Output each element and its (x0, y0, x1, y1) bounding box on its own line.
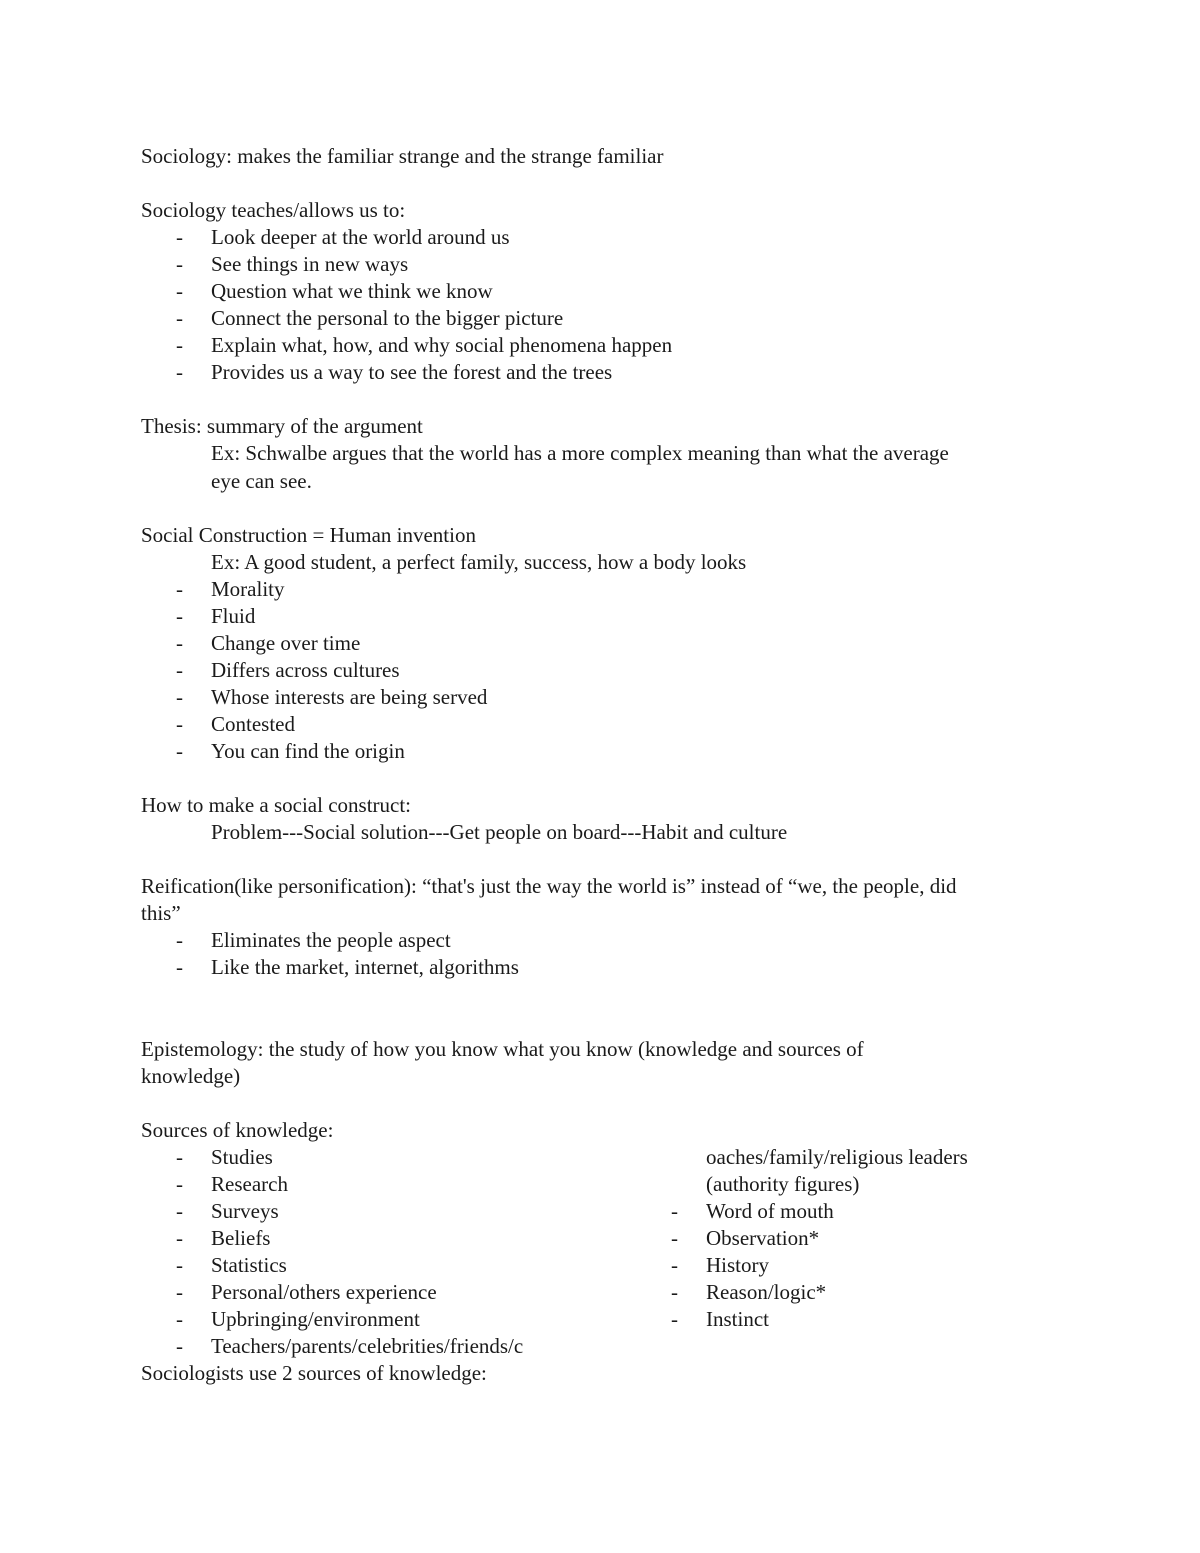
thesis-heading: Thesis: summary of the argument (141, 414, 423, 438)
make-construct-steps: Problem---Social solution---Get people on board---Habit and culture (211, 820, 788, 844)
sources-continuation-line1: oaches/family/religious leaders (706, 1145, 968, 1169)
epistemology-line2: knowledge) (141, 1064, 241, 1088)
reification-heading-line1: Reification(like personification): “that's just the way the world is” instead of “we, the people, did (141, 874, 957, 898)
social-construction-example: Ex: A good student, a perfect family, success, how a body looks (211, 550, 747, 574)
sources-heading: Sources of knowledge: (141, 1118, 334, 1142)
teaches-heading: Sociology teaches/allows us to: (141, 198, 406, 222)
sociology-definition: Sociology: makes the familiar strange and the strange familiar (141, 144, 664, 168)
thesis-example-line2: eye can see. (211, 469, 312, 493)
make-construct-heading: How to make a social construct: (141, 793, 412, 817)
sociologists-sources-line: Sociologists use 2 sources of knowledge: (141, 1361, 487, 1385)
sources-continuation-line2: (authority figures) (706, 1172, 860, 1196)
thesis-example-line1: Ex: Schwalbe argues that the world has a more complex meaning than what the average (211, 441, 949, 465)
epistemology-line1: Epistemology: the study of how you know what you know (knowledge and sources of (141, 1037, 864, 1061)
reification-heading-line2: this” (141, 901, 181, 925)
document-page: Sociology: makes the familiar strange and the strange familiar Sociology teaches/allows us to: - Look deeper at the world around us - See things in new ways - Question what we think we know - Connect the personal to the bigger picture - Explain what, how, and why social phenomena happen - Provides us a way to see the forest and the trees Thesis: summary of the argument Ex: Schwalbe argues that the world has a more complex meaning than what the average eye can see. Social Construction = Human invention Ex: A good student, a perfect family, success, how a body looks - Morality - Fluid - Change over time - Differs across cultures - Whose interests are being served - Contested - You can find the origin How to make a social construct: Problem---Social solution---Get people on board---Habit and culture Reification(like personification): “that's just the way the world is” instead of “we, the people, did this” - Eliminates the people aspect - Like the market, internet, algorithms Epistemology: the study of how you know what you know (knowledge and sources of knowledge) Sources of knowledge: - Studies - Research - Surveys - Beliefs - Statistics - Personal/others experience - Upbringing/environment - Teachers/parents/celebrities/friends/c oaches/family/religious leaders (authority figures) - Word of mouth - Observation* - History - Reason/logic* - Instinct Sociologists use 2 sources of knowledge: (141, 144, 968, 1385)
social-construction-heading: Social Construction = Human invention (141, 523, 476, 547)
